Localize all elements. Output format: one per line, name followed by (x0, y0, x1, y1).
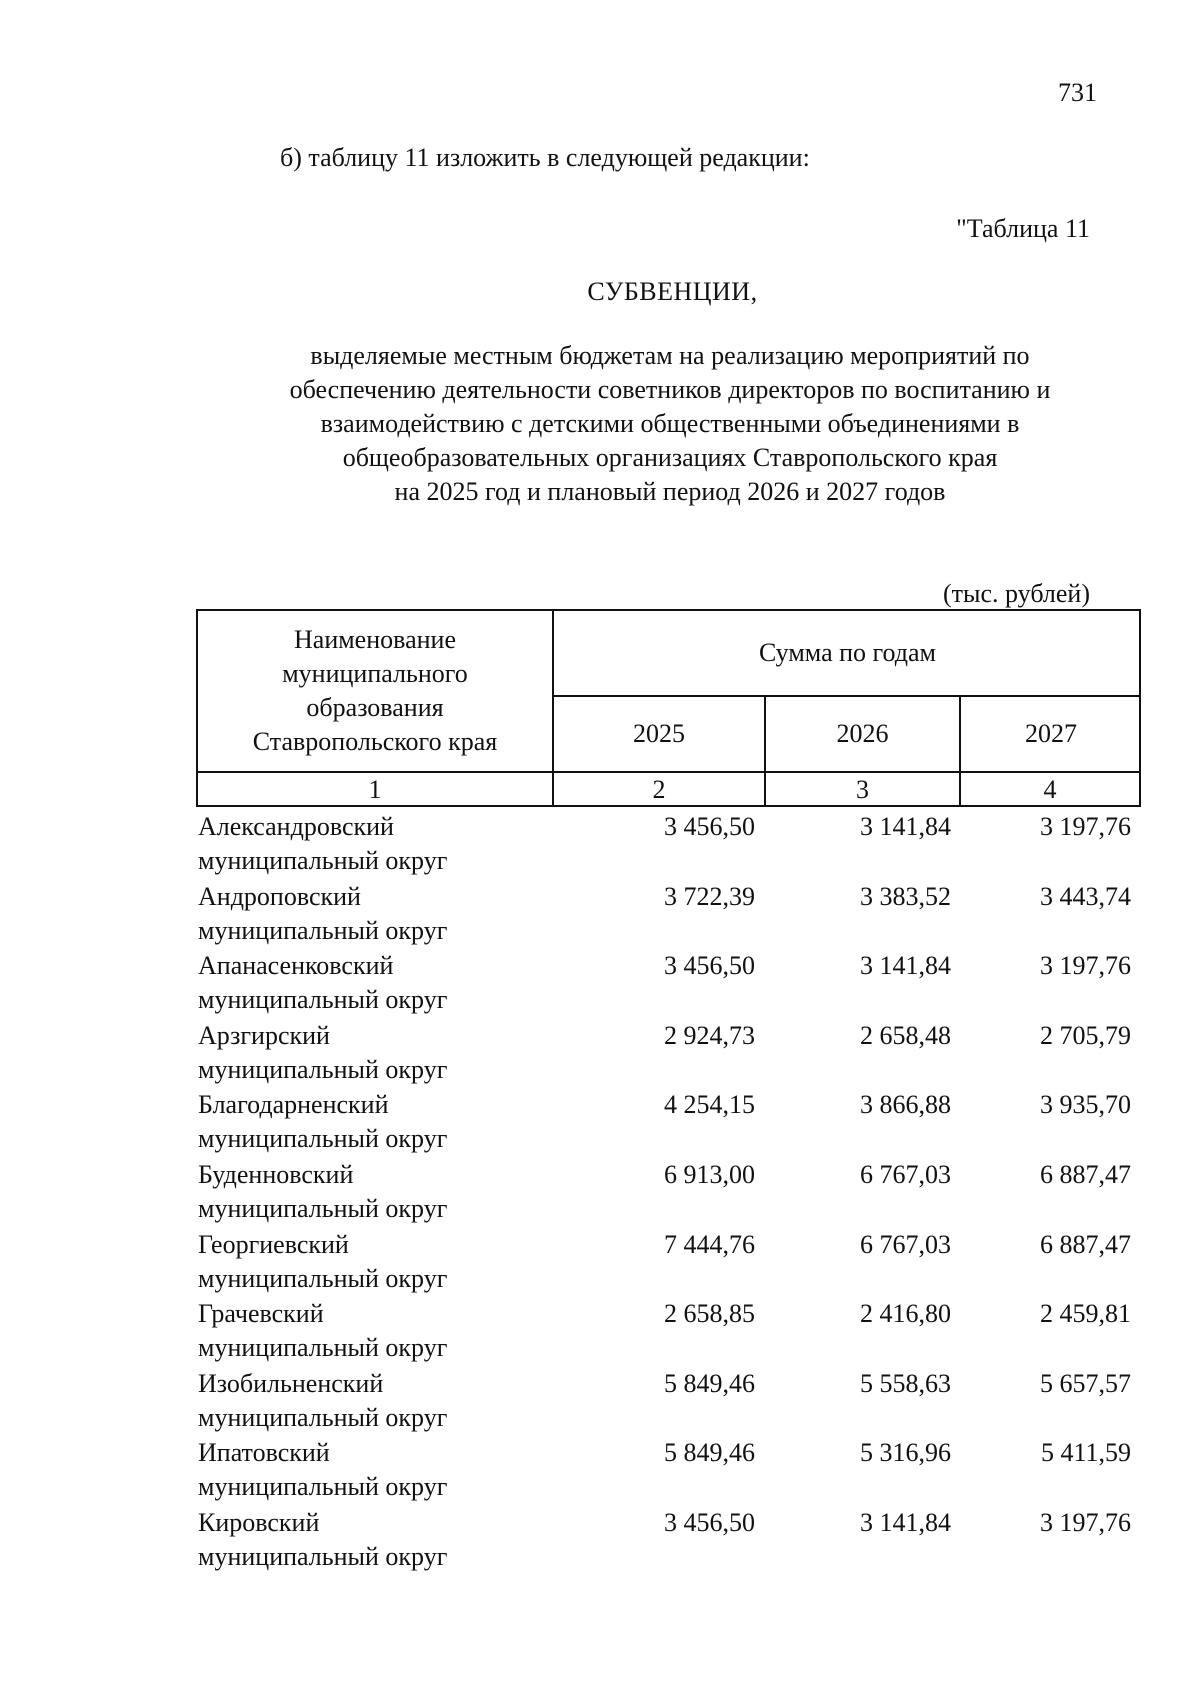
table-row (196, 1088, 1141, 1158)
municipality-name: Буденновский муниципальный округ (198, 1159, 448, 1223)
table-row (196, 1158, 1141, 1228)
units-label: (тыс. рублей) (942, 579, 1090, 608)
value-2026: 6 767,03 (860, 1159, 951, 1189)
municipality-name: Благодарненский муниципальный округ (198, 1090, 448, 1154)
value-2027: 3 197,76 (1040, 812, 1131, 841)
municipality-name: Александровский муниципальный округ (198, 812, 448, 875)
header-year-2025: 2025 (554, 697, 766, 771)
header-sum-by-years: Сумма по годам (554, 611, 1141, 697)
header-name-line: Наименование (294, 625, 456, 654)
value-2027: 2 459,81 (1040, 1299, 1131, 1329)
value-2026: 6 767,03 (860, 1229, 951, 1259)
subtitle-line: обеспечению деятельности советников директоров по воспитанию и (289, 375, 1051, 404)
table-row (196, 1436, 1141, 1506)
municipality-name: Кировский муниципальный округ (198, 1507, 448, 1571)
intro-text: б) таблицу 11 изложить в следующей редакции: (280, 143, 810, 172)
value-2026: 2 416,80 (860, 1299, 951, 1329)
value-2025: 7 444,76 (664, 1229, 755, 1259)
value-2025: 3 456,50 (664, 1507, 755, 1537)
document-subtitle (220, 339, 1120, 509)
value-2026: 5 558,63 (860, 1368, 951, 1398)
value-2025: 5 849,46 (664, 1438, 755, 1468)
header-year-2026: 2026 (766, 697, 961, 771)
column-number: 3 (766, 773, 961, 807)
municipality-name: Апанасенковский муниципальный округ (198, 951, 448, 1015)
value-2027: 5 411,59 (1040, 1438, 1131, 1468)
header-name-line: муниципального (282, 659, 468, 688)
municipality-name: Изобильненский муниципальный округ (198, 1368, 448, 1432)
value-2025: 4 254,15 (664, 1090, 755, 1120)
page-number: 731 (1058, 78, 1097, 107)
value-2025: 2 658,85 (664, 1299, 755, 1329)
column-number: 4 (1043, 775, 1057, 804)
table-row (196, 1367, 1141, 1437)
value-2026: 3 141,84 (860, 951, 951, 981)
value-2027: 3 197,76 (1040, 951, 1131, 981)
document-title: СУБВЕНЦИИ, (587, 277, 758, 306)
municipality-name: Георгиевский муниципальный округ (198, 1229, 448, 1293)
table-row (196, 1506, 1141, 1576)
table-row (196, 949, 1141, 1019)
value-2025: 5 849,46 (664, 1368, 755, 1398)
value-2026: 3 866,88 (860, 1090, 951, 1120)
header-name-line: образования (306, 693, 444, 722)
value-2027: 6 887,47 (1040, 1229, 1131, 1259)
subtitle-line: общеобразовательных организациях Ставропольского края (342, 443, 998, 472)
municipality-name: Грачевский муниципальный округ (198, 1299, 448, 1363)
value-2026: 3 141,84 (860, 1507, 951, 1537)
municipality-name: Арзгирский муниципальный округ (198, 1020, 448, 1084)
header-year-2027: 2027 (1025, 719, 1077, 748)
value-2027: 3 443,74 (1040, 881, 1131, 911)
subtitle-line: взаимодействию с детскими общественными объединениями в (320, 409, 1020, 438)
column-number-row (198, 771, 1139, 807)
value-2027: 5 657,57 (1040, 1368, 1131, 1398)
value-2026: 5 316,96 (860, 1438, 951, 1468)
table-body (196, 810, 1141, 1576)
municipality-name: Андроповский муниципальный округ (198, 881, 448, 945)
value-2027: 2 705,79 (1040, 1020, 1131, 1050)
header-name-column (198, 611, 554, 771)
value-2027: 3 197,76 (1040, 1507, 1131, 1537)
value-2025: 2 924,73 (664, 1020, 755, 1050)
column-number: 1 (198, 773, 554, 807)
value-2025: 3 456,50 (664, 951, 755, 981)
table-row (196, 880, 1141, 950)
header-name-line: Ставропольского края (252, 727, 498, 756)
value-2025: 3 456,50 (664, 812, 755, 841)
table-header (196, 609, 1141, 807)
value-2025: 6 913,00 (664, 1159, 755, 1189)
value-2027: 6 887,47 (1040, 1159, 1131, 1189)
column-number: 2 (554, 773, 766, 807)
municipality-name: Ипатовский муниципальный округ (198, 1438, 448, 1502)
value-2027: 3 935,70 (1040, 1090, 1131, 1120)
table-reference: "Таблица 11 (956, 214, 1090, 243)
subtitle-line: выделяемые местным бюджетам на реализацию мероприятий по (310, 341, 1030, 370)
table-row (196, 810, 1141, 880)
subtitle-line: на 2025 год и плановый период 2026 и 2027 годов (394, 477, 946, 506)
value-2026: 3 141,84 (860, 812, 951, 841)
value-2026: 2 658,48 (860, 1020, 951, 1050)
table-row (196, 1228, 1141, 1298)
value-2026: 3 383,52 (860, 881, 951, 911)
table-row (196, 1019, 1141, 1089)
table-row (196, 1297, 1141, 1367)
value-2025: 3 722,39 (664, 881, 755, 911)
